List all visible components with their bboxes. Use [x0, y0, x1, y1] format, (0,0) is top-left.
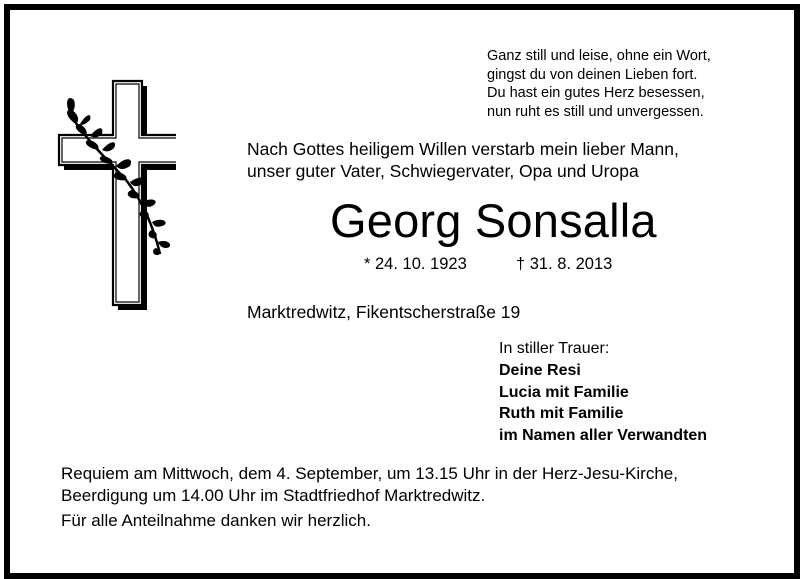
- mourners-label: In stiller Trauer:: [499, 340, 610, 357]
- birth-date: * 24. 10. 1923: [364, 255, 467, 273]
- cross-with-palm-branch-icon: [56, 78, 176, 319]
- thanks-text: Für alle Anteilnahme danken wir herzlich.: [61, 511, 371, 530]
- poem: [487, 47, 787, 121]
- deceased-name: Georg Sonsalla: [330, 194, 657, 247]
- mourner-name: Ruth mit Familie: [499, 405, 624, 422]
- intro-line: unser guter Vater, Schwiegervater, Opa und Uropa: [247, 161, 639, 181]
- intro-text: [247, 138, 679, 182]
- intro-line: Nach Gottes heiligem Willen verstarb mein lieber Mann,: [247, 139, 679, 159]
- mourner-name: Lucia mit Familie: [499, 383, 629, 401]
- poem-line: Ganz still und leise, ohne ein Wort,: [487, 48, 711, 64]
- mourners-list: [499, 360, 707, 446]
- mourner-name: Deine Resi: [499, 362, 581, 379]
- death-date: † 31. 8. 2013: [516, 255, 613, 273]
- poem-line: nun ruht es still und unvergessen.: [487, 103, 704, 120]
- funeral-line: Requiem am Mittwoch, dem 4. September, um 13.15 Uhr in der Herz-Jesu-Kirche,: [61, 464, 678, 483]
- funeral-info: [61, 463, 678, 507]
- funeral-line: Beerdigung um 14.00 Uhr im Stadtfriedhof Marktredwitz.: [61, 486, 486, 505]
- mourner-name: im Namen aller Verwandten: [499, 426, 708, 444]
- address: Marktredwitz, Fikentscherstraße 19: [247, 302, 521, 322]
- poem-line: Du hast ein gutes Herz besessen,: [487, 85, 705, 101]
- poem-line: gingst du von deinen Lieben fort.: [487, 66, 698, 83]
